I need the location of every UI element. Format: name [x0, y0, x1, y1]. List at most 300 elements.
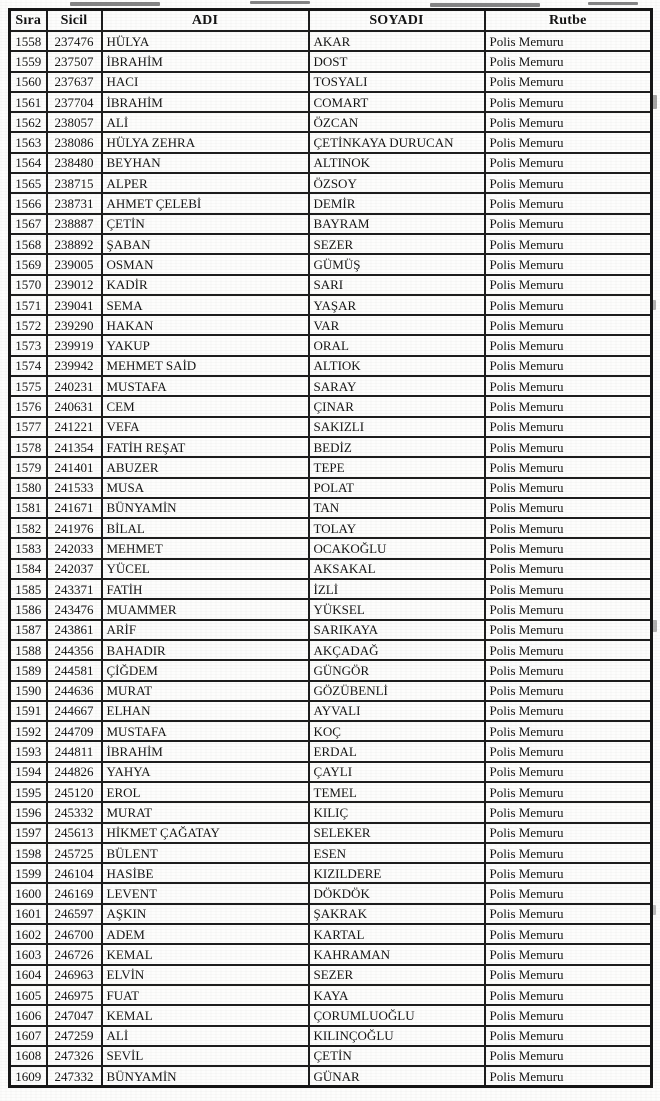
cell-adi: MUAMMER — [102, 599, 309, 619]
cell-sicil: 237476 — [47, 31, 102, 51]
table-row — [10, 92, 652, 112]
cell-soyadi: KILINÇOĞLU — [309, 1026, 485, 1046]
table-row — [10, 782, 652, 802]
cell-sicil: 241401 — [47, 457, 102, 477]
cell-soyadi: KILIÇ — [309, 802, 485, 822]
cell-sira: 1598 — [10, 843, 47, 863]
cell-sira: 1559 — [10, 51, 47, 71]
cell-sicil: 242033 — [47, 538, 102, 558]
cell-rutbe: Polis Memuru — [485, 640, 652, 660]
cell-sicil: 247047 — [47, 1005, 102, 1025]
table-row — [10, 701, 652, 721]
cell-soyadi: GÜNGÖR — [309, 660, 485, 680]
cell-rutbe: Polis Memuru — [485, 620, 652, 640]
cell-adi: ÇETİN — [102, 214, 309, 234]
header-rutbe: Rutbe — [485, 10, 652, 32]
cell-sira: 1576 — [10, 396, 47, 416]
cell-rutbe: Polis Memuru — [485, 883, 652, 903]
cell-sicil: 246963 — [47, 965, 102, 985]
cell-sicil: 246169 — [47, 883, 102, 903]
cell-rutbe: Polis Memuru — [485, 579, 652, 599]
cell-sicil: 245725 — [47, 843, 102, 863]
cell-sira: 1571 — [10, 295, 47, 315]
cell-adi: HACI — [102, 72, 309, 92]
table-row — [10, 823, 652, 843]
cell-rutbe: Polis Memuru — [485, 904, 652, 924]
cell-soyadi: GÜNAR — [309, 1066, 485, 1087]
table-row — [10, 153, 652, 173]
cell-sira: 1565 — [10, 173, 47, 193]
table-row — [10, 234, 652, 254]
table-row — [10, 112, 652, 132]
cell-adi: HÜLYA ZEHRA — [102, 132, 309, 152]
cell-adi: MEHMET — [102, 538, 309, 558]
table-row — [10, 681, 652, 701]
cell-sicil: 246104 — [47, 863, 102, 883]
cell-sicil: 244356 — [47, 640, 102, 660]
cell-sicil: 242037 — [47, 559, 102, 579]
table-row — [10, 904, 652, 924]
cell-soyadi: AKÇADAĞ — [309, 640, 485, 660]
cell-sira: 1600 — [10, 883, 47, 903]
cell-sicil: 244811 — [47, 741, 102, 761]
cell-sira: 1608 — [10, 1046, 47, 1066]
cell-adi: HİKMET ÇAĞATAY — [102, 823, 309, 843]
cell-sira: 1591 — [10, 701, 47, 721]
cell-rutbe: Polis Memuru — [485, 295, 652, 315]
cell-soyadi: POLAT — [309, 478, 485, 498]
cell-sira: 1562 — [10, 112, 47, 132]
cell-adi: SEVİL — [102, 1046, 309, 1066]
cell-soyadi: DOST — [309, 51, 485, 71]
cell-sira: 1568 — [10, 234, 47, 254]
header-adi: ADI — [102, 10, 309, 32]
cell-adi: ELHAN — [102, 701, 309, 721]
table-row — [10, 965, 652, 985]
cell-rutbe: Polis Memuru — [485, 538, 652, 558]
cell-rutbe: Polis Memuru — [485, 660, 652, 680]
cell-sira: 1560 — [10, 72, 47, 92]
cell-sira: 1566 — [10, 193, 47, 213]
cell-rutbe: Polis Memuru — [485, 498, 652, 518]
cell-sicil: 239919 — [47, 335, 102, 355]
cell-sira: 1589 — [10, 660, 47, 680]
header-sira: Sıra — [10, 10, 47, 32]
cell-rutbe: Polis Memuru — [485, 92, 652, 112]
cell-soyadi: SEZER — [309, 234, 485, 254]
cell-rutbe: Polis Memuru — [485, 234, 652, 254]
cell-sira: 1558 — [10, 31, 47, 51]
cell-rutbe: Polis Memuru — [485, 437, 652, 457]
cell-soyadi: ORAL — [309, 335, 485, 355]
table-row — [10, 579, 652, 599]
table-row — [10, 31, 652, 51]
table-row — [10, 335, 652, 355]
cell-rutbe: Polis Memuru — [485, 214, 652, 234]
cell-soyadi: İZLİ — [309, 579, 485, 599]
cell-soyadi: KARTAL — [309, 924, 485, 944]
cell-sicil: 238715 — [47, 173, 102, 193]
cell-rutbe: Polis Memuru — [485, 823, 652, 843]
cell-sicil: 238057 — [47, 112, 102, 132]
cell-sicil: 237704 — [47, 92, 102, 112]
scan-artifact — [70, 2, 160, 6]
table-row — [10, 51, 652, 71]
table-row — [10, 1046, 652, 1066]
cell-adi: İBRAHİM — [102, 51, 309, 71]
cell-soyadi: GÜMÜŞ — [309, 254, 485, 274]
cell-soyadi: YAŞAR — [309, 295, 485, 315]
table-row — [10, 254, 652, 274]
cell-adi: BAHADIR — [102, 640, 309, 660]
cell-sira: 1609 — [10, 1066, 47, 1087]
cell-adi: CEM — [102, 396, 309, 416]
cell-soyadi: AKAR — [309, 31, 485, 51]
header-sicil: Sicil — [47, 10, 102, 32]
cell-soyadi: SELEKER — [309, 823, 485, 843]
table-row — [10, 802, 652, 822]
table-row — [10, 599, 652, 619]
cell-rutbe: Polis Memuru — [485, 173, 652, 193]
cell-sicil: 237507 — [47, 51, 102, 71]
cell-soyadi: TOSYALI — [309, 72, 485, 92]
table-body — [10, 31, 652, 1087]
cell-soyadi: ÇINAR — [309, 396, 485, 416]
cell-sira: 1574 — [10, 356, 47, 376]
cell-soyadi: KIZILDERE — [309, 863, 485, 883]
scan-artifact — [250, 1, 310, 4]
cell-rutbe: Polis Memuru — [485, 153, 652, 173]
cell-rutbe: Polis Memuru — [485, 193, 652, 213]
cell-soyadi: TEMEL — [309, 782, 485, 802]
cell-sira: 1577 — [10, 417, 47, 437]
cell-sira: 1593 — [10, 741, 47, 761]
cell-rutbe: Polis Memuru — [485, 843, 652, 863]
cell-adi: ELVİN — [102, 965, 309, 985]
cell-adi: BÜLENT — [102, 843, 309, 863]
cell-sicil: 244667 — [47, 701, 102, 721]
cell-sira: 1587 — [10, 620, 47, 640]
cell-sira: 1578 — [10, 437, 47, 457]
table-row — [10, 417, 652, 437]
cell-sicil: 241354 — [47, 437, 102, 457]
cell-rutbe: Polis Memuru — [485, 965, 652, 985]
cell-sira: 1569 — [10, 254, 47, 274]
table-row — [10, 1005, 652, 1025]
cell-sira: 1603 — [10, 944, 47, 964]
personnel-table — [8, 8, 653, 1088]
cell-adi: MURAT — [102, 802, 309, 822]
table-row — [10, 132, 652, 152]
cell-rutbe: Polis Memuru — [485, 1066, 652, 1087]
cell-sicil: 247326 — [47, 1046, 102, 1066]
cell-sira: 1588 — [10, 640, 47, 660]
cell-adi: MUSTAFA — [102, 721, 309, 741]
cell-rutbe: Polis Memuru — [485, 985, 652, 1005]
cell-sicil: 246975 — [47, 985, 102, 1005]
cell-rutbe: Polis Memuru — [485, 741, 652, 761]
cell-soyadi: ESEN — [309, 843, 485, 863]
cell-sicil: 247332 — [47, 1066, 102, 1087]
cell-sicil: 238731 — [47, 193, 102, 213]
cell-soyadi: AYVALI — [309, 701, 485, 721]
table-row — [10, 295, 652, 315]
cell-adi: YAKUP — [102, 335, 309, 355]
cell-sira: 1581 — [10, 498, 47, 518]
cell-sira: 1580 — [10, 478, 47, 498]
cell-adi: YAHYA — [102, 762, 309, 782]
cell-sicil: 240231 — [47, 376, 102, 396]
cell-soyadi: AKSAKAL — [309, 559, 485, 579]
cell-rutbe: Polis Memuru — [485, 417, 652, 437]
scan-artifact — [430, 3, 540, 7]
table-row — [10, 883, 652, 903]
cell-soyadi: ALTINOK — [309, 153, 485, 173]
cell-adi: LEVENT — [102, 883, 309, 903]
table-row — [10, 721, 652, 741]
cell-adi: FATİH — [102, 579, 309, 599]
table-row — [10, 478, 652, 498]
cell-adi: ABUZER — [102, 457, 309, 477]
table-row — [10, 376, 652, 396]
table-row — [10, 396, 652, 416]
cell-adi: BEYHAN — [102, 153, 309, 173]
table-row — [10, 944, 652, 964]
cell-adi: VEFA — [102, 417, 309, 437]
cell-sicil: 238892 — [47, 234, 102, 254]
cell-adi: AHMET ÇELEBİ — [102, 193, 309, 213]
cell-sicil: 241221 — [47, 417, 102, 437]
cell-soyadi: SARI — [309, 275, 485, 295]
cell-rutbe: Polis Memuru — [485, 457, 652, 477]
cell-rutbe: Polis Memuru — [485, 802, 652, 822]
table-row — [10, 1026, 652, 1046]
table-row — [10, 193, 652, 213]
cell-sicil: 245613 — [47, 823, 102, 843]
table-row — [10, 620, 652, 640]
table-row — [10, 315, 652, 335]
cell-sicil: 244581 — [47, 660, 102, 680]
cell-sicil: 239012 — [47, 275, 102, 295]
cell-adi: KEMAL — [102, 944, 309, 964]
cell-soyadi: YÜKSEL — [309, 599, 485, 619]
cell-sicil: 241671 — [47, 498, 102, 518]
cell-soyadi: SARIKAYA — [309, 620, 485, 640]
table-row — [10, 863, 652, 883]
cell-rutbe: Polis Memuru — [485, 31, 652, 51]
cell-rutbe: Polis Memuru — [485, 335, 652, 355]
cell-soyadi: ERDAL — [309, 741, 485, 761]
header-soyadi: SOYADI — [309, 10, 485, 32]
cell-adi: HAKAN — [102, 315, 309, 335]
cell-sira: 1572 — [10, 315, 47, 335]
cell-adi: HASİBE — [102, 863, 309, 883]
cell-adi: SEMA — [102, 295, 309, 315]
cell-soyadi: GÖZÜBENLİ — [309, 681, 485, 701]
cell-sicil: 243371 — [47, 579, 102, 599]
cell-sira: 1601 — [10, 904, 47, 924]
cell-sicil: 239942 — [47, 356, 102, 376]
cell-adi: ALPER — [102, 173, 309, 193]
cell-adi: BİLAL — [102, 518, 309, 538]
cell-soyadi: ÇETİNKAYA DURUCAN — [309, 132, 485, 152]
cell-sira: 1606 — [10, 1005, 47, 1025]
table-row — [10, 924, 652, 944]
cell-sira: 1597 — [10, 823, 47, 843]
cell-sira: 1583 — [10, 538, 47, 558]
cell-sira: 1605 — [10, 985, 47, 1005]
cell-rutbe: Polis Memuru — [485, 376, 652, 396]
cell-sicil: 244826 — [47, 762, 102, 782]
cell-adi: ALİ — [102, 1026, 309, 1046]
cell-soyadi: TEPE — [309, 457, 485, 477]
cell-sicil: 246726 — [47, 944, 102, 964]
cell-rutbe: Polis Memuru — [485, 863, 652, 883]
cell-soyadi: OCAKOĞLU — [309, 538, 485, 558]
cell-sira: 1564 — [10, 153, 47, 173]
cell-rutbe: Polis Memuru — [485, 721, 652, 741]
cell-adi: HÜLYA — [102, 31, 309, 51]
cell-sira: 1599 — [10, 863, 47, 883]
cell-rutbe: Polis Memuru — [485, 1046, 652, 1066]
cell-rutbe: Polis Memuru — [485, 72, 652, 92]
cell-rutbe: Polis Memuru — [485, 782, 652, 802]
cell-soyadi: BAYRAM — [309, 214, 485, 234]
cell-sicil: 243861 — [47, 620, 102, 640]
cell-sicil: 247259 — [47, 1026, 102, 1046]
cell-sira: 1561 — [10, 92, 47, 112]
cell-soyadi: SAKIZLI — [309, 417, 485, 437]
cell-soyadi: SARAY — [309, 376, 485, 396]
cell-rutbe: Polis Memuru — [485, 254, 652, 274]
cell-rutbe: Polis Memuru — [485, 112, 652, 132]
cell-rutbe: Polis Memuru — [485, 518, 652, 538]
cell-soyadi: KAYA — [309, 985, 485, 1005]
cell-sira: 1570 — [10, 275, 47, 295]
cell-rutbe: Polis Memuru — [485, 944, 652, 964]
table-row — [10, 762, 652, 782]
cell-sicil: 239005 — [47, 254, 102, 274]
cell-sicil: 239041 — [47, 295, 102, 315]
cell-adi: KADİR — [102, 275, 309, 295]
table-row — [10, 741, 652, 761]
cell-adi: ÇİĞDEM — [102, 660, 309, 680]
cell-adi: YÜCEL — [102, 559, 309, 579]
cell-rutbe: Polis Memuru — [485, 356, 652, 376]
cell-adi: EROL — [102, 782, 309, 802]
cell-sira: 1585 — [10, 579, 47, 599]
cell-sicil: 238887 — [47, 214, 102, 234]
cell-adi: BÜNYAMİN — [102, 1066, 309, 1087]
cell-soyadi: ALTIOK — [309, 356, 485, 376]
cell-soyadi: ŞAKRAK — [309, 904, 485, 924]
cell-soyadi: KOÇ — [309, 721, 485, 741]
cell-rutbe: Polis Memuru — [485, 478, 652, 498]
cell-adi: BÜNYAMİN — [102, 498, 309, 518]
cell-sira: 1573 — [10, 335, 47, 355]
table-row — [10, 173, 652, 193]
cell-rutbe: Polis Memuru — [485, 559, 652, 579]
cell-adi: AŞKIN — [102, 904, 309, 924]
cell-rutbe: Polis Memuru — [485, 762, 652, 782]
cell-soyadi: KAHRAMAN — [309, 944, 485, 964]
cell-sicil: 239290 — [47, 315, 102, 335]
cell-adi: MURAT — [102, 681, 309, 701]
cell-sicil: 244709 — [47, 721, 102, 741]
cell-adi: MEHMET SAİD — [102, 356, 309, 376]
cell-rutbe: Polis Memuru — [485, 132, 652, 152]
cell-soyadi: SEZER — [309, 965, 485, 985]
cell-adi: FUAT — [102, 985, 309, 1005]
cell-sira: 1584 — [10, 559, 47, 579]
cell-sicil: 238086 — [47, 132, 102, 152]
cell-sira: 1602 — [10, 924, 47, 944]
table-row — [10, 538, 652, 558]
table-row — [10, 660, 652, 680]
table-row — [10, 356, 652, 376]
table-row — [10, 640, 652, 660]
cell-sira: 1604 — [10, 965, 47, 985]
cell-sicil: 246700 — [47, 924, 102, 944]
table-row — [10, 518, 652, 538]
cell-rutbe: Polis Memuru — [485, 1026, 652, 1046]
cell-sicil: 241976 — [47, 518, 102, 538]
table-row — [10, 72, 652, 92]
table-row — [10, 498, 652, 518]
cell-sicil: 246597 — [47, 904, 102, 924]
cell-adi: FATİH REŞAT — [102, 437, 309, 457]
cell-soyadi: ÖZCAN — [309, 112, 485, 132]
cell-adi: MUSA — [102, 478, 309, 498]
cell-soyadi: ÖZSOY — [309, 173, 485, 193]
cell-sira: 1596 — [10, 802, 47, 822]
table-row — [10, 275, 652, 295]
cell-sira: 1563 — [10, 132, 47, 152]
cell-sira: 1567 — [10, 214, 47, 234]
cell-soyadi: ÇETİN — [309, 1046, 485, 1066]
cell-sira: 1607 — [10, 1026, 47, 1046]
cell-adi: MUSTAFA — [102, 376, 309, 396]
cell-rutbe: Polis Memuru — [485, 315, 652, 335]
table-row — [10, 559, 652, 579]
cell-sira: 1595 — [10, 782, 47, 802]
cell-sicil: 245332 — [47, 802, 102, 822]
scan-artifact — [588, 2, 638, 5]
cell-adi: İBRAHİM — [102, 92, 309, 112]
cell-sicil: 244636 — [47, 681, 102, 701]
cell-adi: ALİ — [102, 112, 309, 132]
cell-rutbe: Polis Memuru — [485, 599, 652, 619]
cell-soyadi: ÇAYLI — [309, 762, 485, 782]
cell-rutbe: Polis Memuru — [485, 681, 652, 701]
cell-adi: KEMAL — [102, 1005, 309, 1025]
cell-rutbe: Polis Memuru — [485, 51, 652, 71]
table-row — [10, 843, 652, 863]
cell-sicil: 237637 — [47, 72, 102, 92]
cell-rutbe: Polis Memuru — [485, 1005, 652, 1025]
cell-rutbe: Polis Memuru — [485, 701, 652, 721]
cell-sira: 1594 — [10, 762, 47, 782]
cell-rutbe: Polis Memuru — [485, 924, 652, 944]
cell-adi: ADEM — [102, 924, 309, 944]
table-row — [10, 437, 652, 457]
cell-rutbe: Polis Memuru — [485, 396, 652, 416]
cell-sira: 1575 — [10, 376, 47, 396]
cell-soyadi: VAR — [309, 315, 485, 335]
cell-sicil: 240631 — [47, 396, 102, 416]
cell-sicil: 238480 — [47, 153, 102, 173]
cell-soyadi: COMART — [309, 92, 485, 112]
